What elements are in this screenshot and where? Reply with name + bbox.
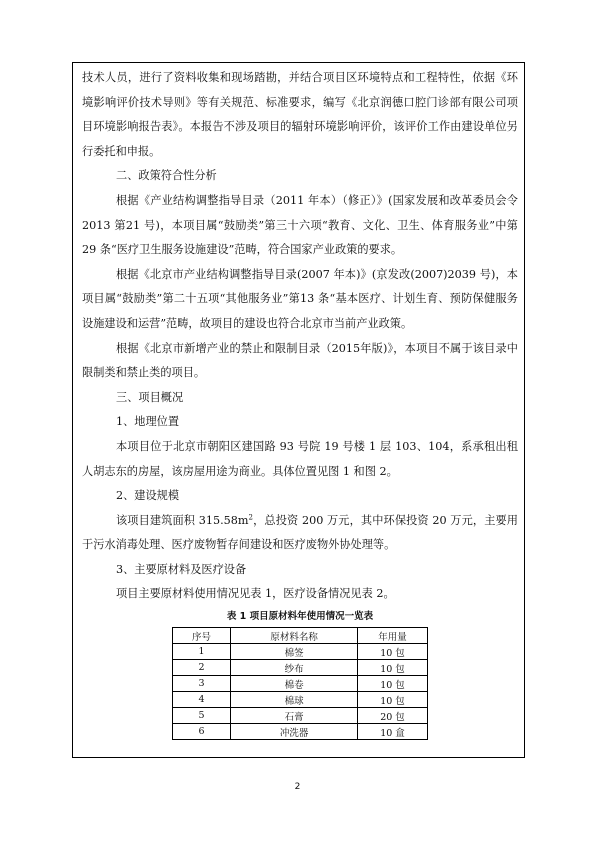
table-cell: 10 包	[358, 676, 428, 692]
document-body	[82, 66, 518, 740]
table-cell: 棉卷	[231, 676, 358, 692]
table-cell: 石膏	[231, 708, 358, 724]
paragraph-national-policy: 根据《产业结构调整指导目录（2011 年本）（修正）》(国家发展和改革委员会令2013 第21 号)，本项目属“鼓励类”第三十六项“教育、文化、卫生、体育服务业”中第29 条“医疗卫生服务设施建设”范畴，符合国家产业政策的要求。	[82, 193, 518, 257]
table-cell: 10 包	[358, 660, 428, 676]
scale-text-pre: 该项目建筑面积 315.58m	[116, 513, 249, 527]
table-cell: 5	[173, 708, 231, 724]
table-cell: 棉签	[231, 644, 358, 660]
table-cell: 棉球	[231, 692, 358, 708]
materials-table	[172, 627, 428, 740]
table-cell: 纱布	[231, 660, 358, 676]
table-row	[173, 724, 428, 740]
table-cell: 20 包	[358, 708, 428, 724]
table-row	[173, 676, 428, 692]
table-cell: 1	[173, 644, 231, 660]
section-heading-policy: 二、政策符合性分析	[116, 169, 217, 183]
paragraph-scale	[82, 509, 518, 558]
table-cell: 3	[173, 676, 231, 692]
subheading-scale: 2、建设规模	[116, 489, 180, 503]
paragraph-materials: 项目主要原材料使用情况见表 1，医疗设备情况见表 2。	[116, 587, 395, 601]
subheading-location: 1、地理位置	[116, 415, 180, 429]
table-cell: 10 包	[358, 644, 428, 660]
table-header-cell: 原材料名称	[231, 628, 358, 644]
table-header-cell: 序号	[173, 628, 231, 644]
section-heading-overview: 三、项目概况	[116, 390, 184, 404]
table-row	[173, 692, 428, 708]
table-caption: 表 1 项目原材料年使用情况一览表	[226, 611, 374, 623]
table-row	[173, 660, 428, 676]
superscript-2: 2	[248, 512, 253, 521]
paragraph-intro: 技术人员，进行了资料收集和现场踏勘，并结合项目区环境特点和工程特性，依据《环境影响评价技术导则》等有关规范、标准要求，编写《北京润德口腔门诊部有限公司项目环境影响报告表》。本报告不涉及项目的辐射环境影响评价，该评价工作由建设单位另行委托和申报。	[82, 71, 518, 158]
table-cell: 冲洗器	[231, 724, 358, 740]
table-cell: 10 包	[358, 692, 428, 708]
table-cell: 4	[173, 692, 231, 708]
paragraph-restricted-list: 根据《北京市新增产业的禁止和限制目录（2015年版)》，本项目不属于该目录中限制类和禁止类的项目。	[82, 341, 518, 380]
table-cell: 6	[173, 724, 231, 740]
table-cell: 10 盒	[358, 724, 428, 740]
paragraph-beijing-policy: 根据《北京市产业结构调整指导目录(2007 年本)》(京发改(2007)2039 号)，本项目属“鼓励类”第二十五项“其他服务业”第13 条“基本医疗、计划生育、预防保健服务设施建设和运营”范畴，故项目的建设也符合北京市当前产业政策。	[82, 267, 518, 330]
table-row	[173, 708, 428, 724]
scale-text-post: ，总投资 200 万元，其中环保投资 20 万元，主要用于污水消毒处理、医疗废物暂存间建设和医疗废物外协处理等。	[82, 513, 518, 552]
table-header-row	[173, 628, 428, 644]
table-cell: 2	[173, 660, 231, 676]
table-row	[173, 644, 428, 660]
table-header-cell: 年用量	[358, 628, 428, 644]
page-number: 2	[294, 782, 301, 792]
paragraph-location: 本项目位于北京市朝阳区建国路 93 号院 19 号楼 1 层 103、104，系承租出租人胡志东的房屋，该房屋用途为商业。具体位置见图 1 和图 2。	[82, 439, 518, 478]
subheading-materials: 3、主要原材料及医疗设备	[116, 562, 247, 576]
